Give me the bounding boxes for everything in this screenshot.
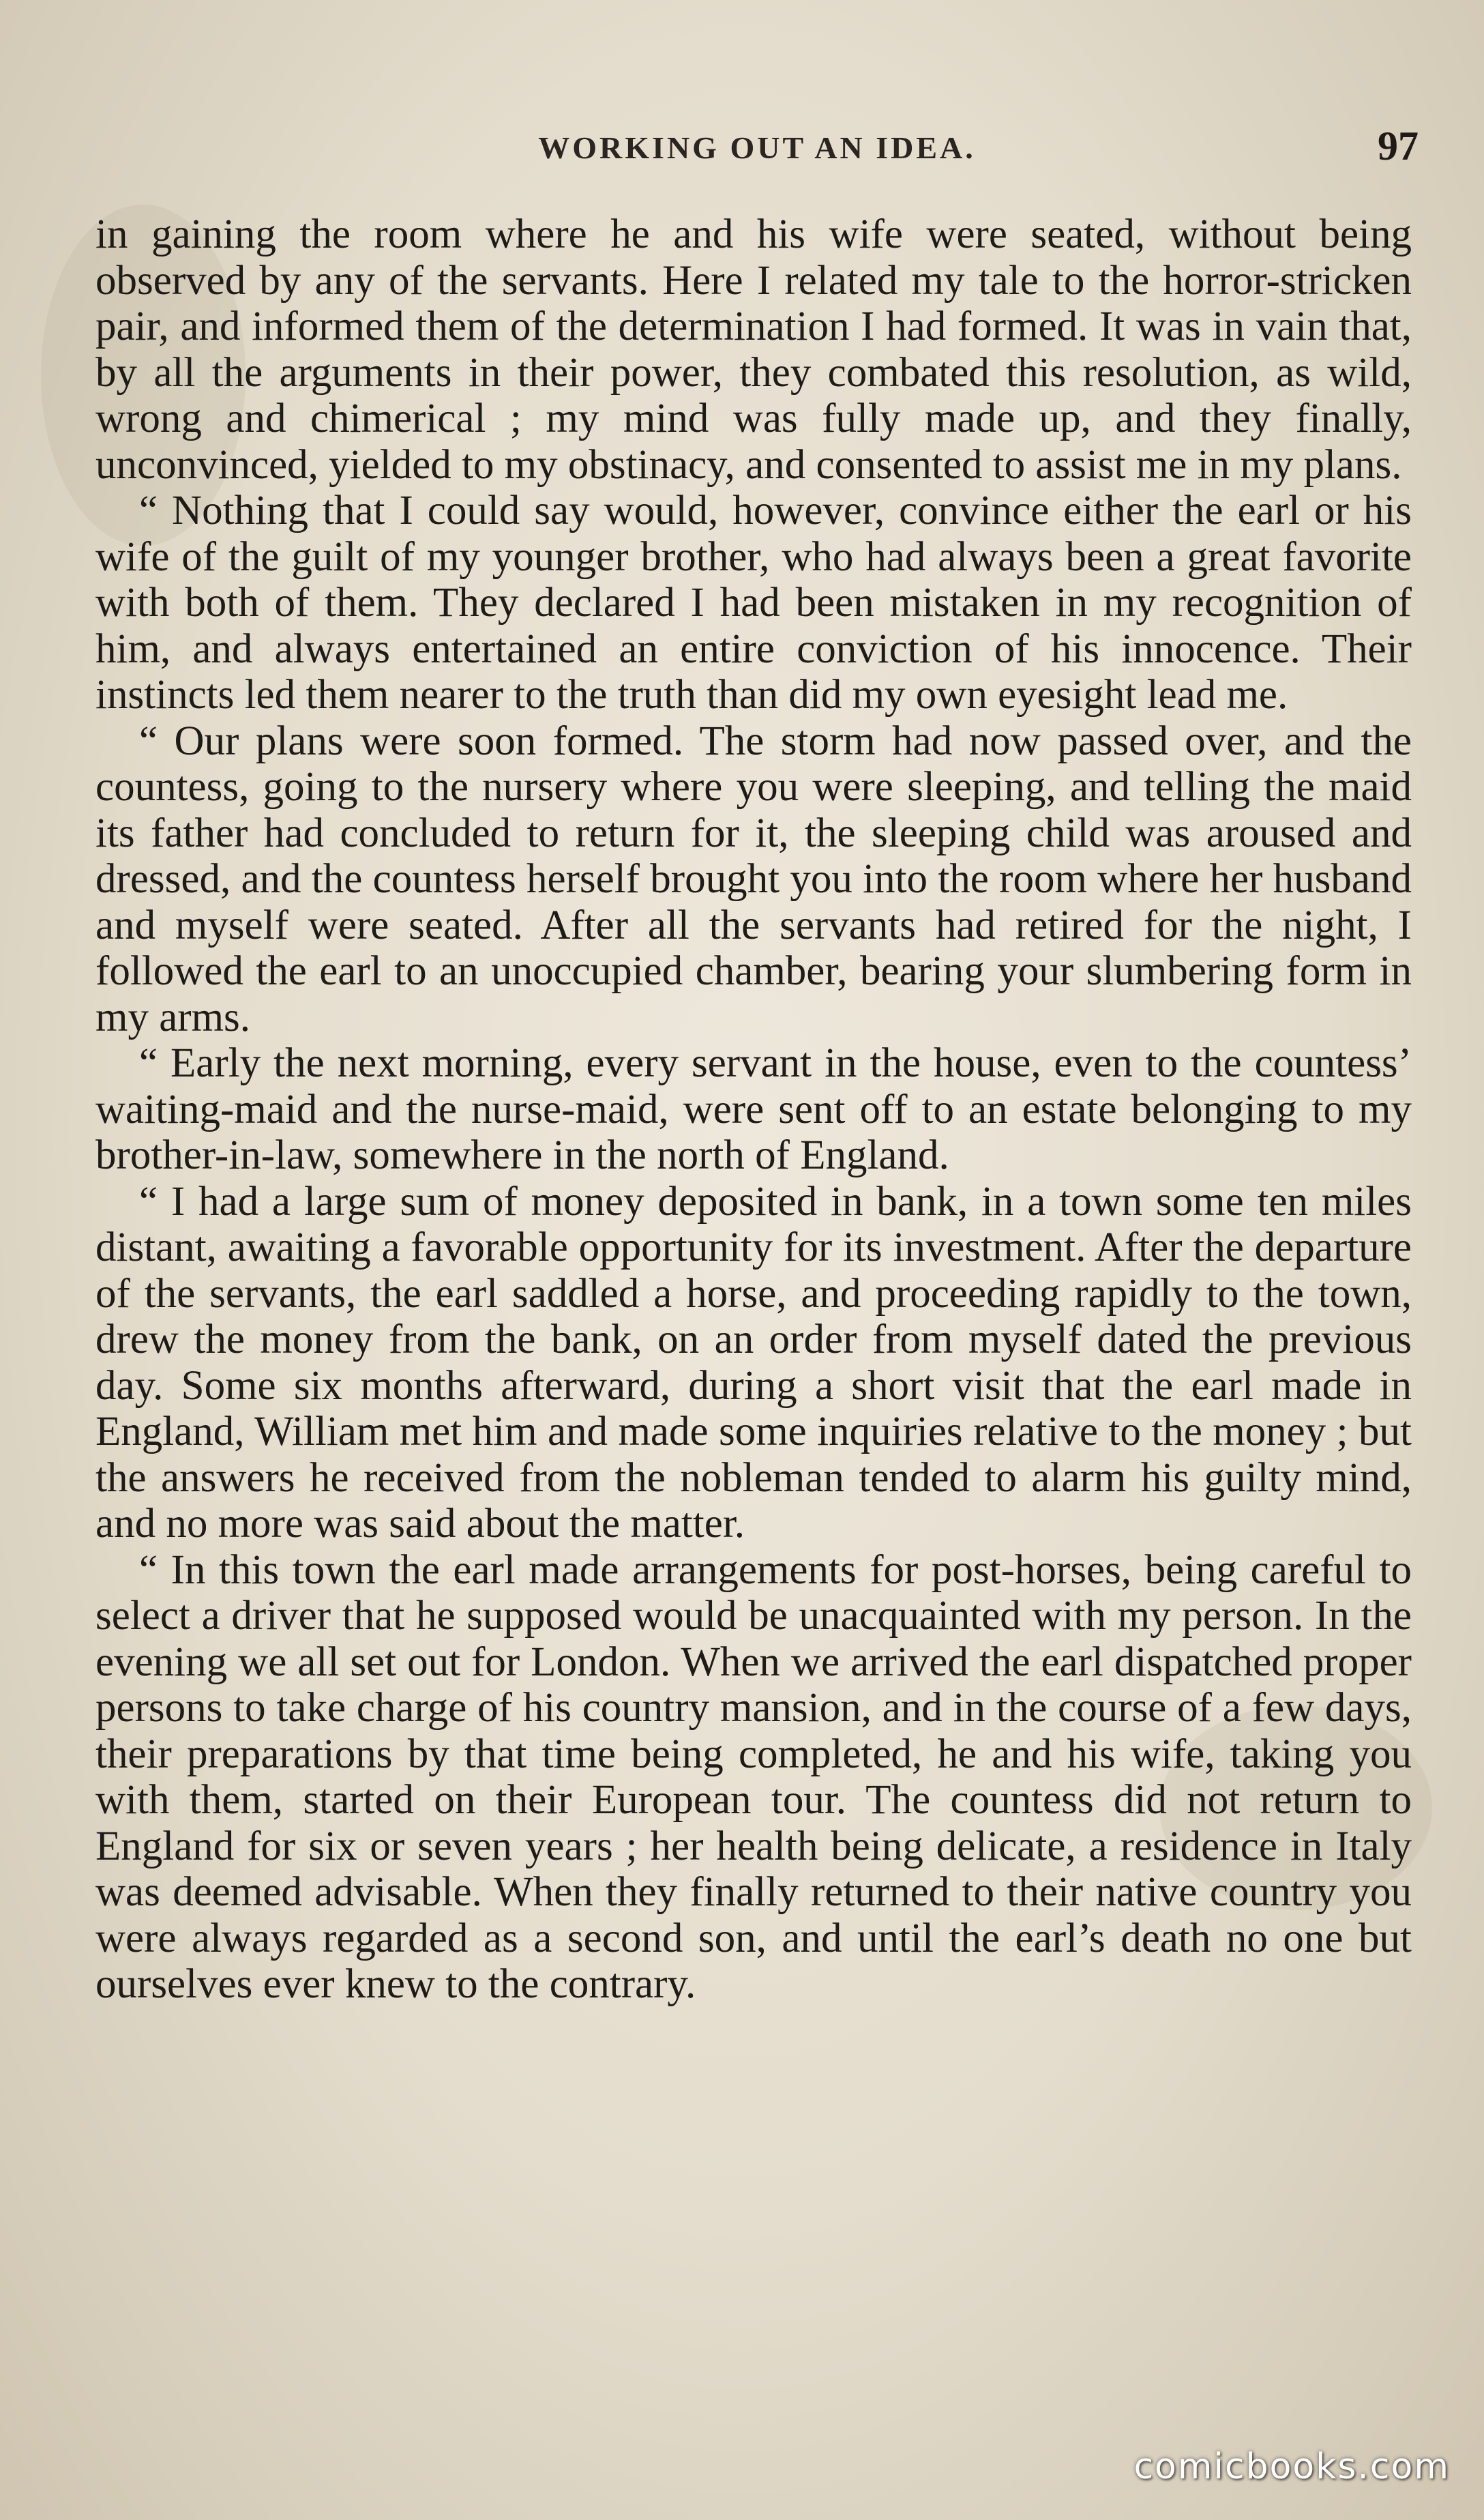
- watermark: comicbooks.com: [1133, 2446, 1450, 2487]
- running-head: [95, 123, 1419, 184]
- paragraph: “ Our plans were soon formed. The storm had now passed over, and the countess, going to the nursery where you were sleeping, and telling the maid its father had concluded to return for it, the sleeping child was aroused and dressed, and the countess herself brought you into the room where her husband and myself were seated. After all the servants had retired for the night, I followed the earl to an unoccupied chamber, bearing your slumbering form in my arms.: [95, 718, 1412, 1040]
- paragraph: “ I had a large sum of money deposited in bank, in a town some ten miles distant, awaiting a favorable opportunity for its investment. After the departure of the servants, the earl saddled a horse, and proceeding rapidly to the town, drew the money from the bank, on an order from myself dated the previous day. Some six months afterward, during a short visit that the earl made in England, William met him and made some inquiries relative to the money ; but the answers he received from the nobleman tended to alarm his guilty mind, and no more was said about the matter.: [95, 1178, 1412, 1547]
- running-title: WORKING OUT AN IDEA.: [538, 130, 976, 165]
- paragraph: in gaining the room where he and his wife were seated, without being observed by any of the servants. Here I related my tale to the horror-stricken pair, and informed them of the determination I had formed. It was in vain that, by all the arguments in their power, they combated this resolution, as wild, wrong and chimerical ; my mind was fully made up, and they finally, unconvinced, yielded to my obstinacy, and consented to assist me in my plans.: [95, 211, 1412, 488]
- paragraph: “ In this town the earl made arrangements for post-horses, being careful to select a driver that he supposed would be unacquainted with my person. In the evening we all set out for London. When we arrived the earl dispatched proper persons to take charge of his country mansion, and in the course of a few days, their preparations by that time being completed, he and his wife, taking you with them, started on their European tour. The countess did not return to England for six or seven years ; her health being delicate, a residence in Italy was deemed advisable. When they finally returned to their native country you were always regarded as a second son, and until the earl’s death no one but ourselves ever knew to the contrary.: [95, 1547, 1412, 2007]
- page-number: 97: [1378, 123, 1419, 169]
- paragraph: “ Early the next morning, every servant in the house, even to the countess’ waiting-maid and the nurse-maid, were sent off to an estate belonging to my brother-in-law, somewhere in the north of England.: [95, 1040, 1412, 1178]
- body-text: [95, 211, 1412, 2008]
- paragraph: “ Nothing that I could say would, however, convince either the earl or his wife of the guilt of my younger brother, who had always been a great favorite with both of them. They declared I had been mistaken in my recognition of him, and always entertained an entire conviction of his innocence. Their instincts led them nearer to the truth than did my own eyesight lead me.: [95, 488, 1412, 718]
